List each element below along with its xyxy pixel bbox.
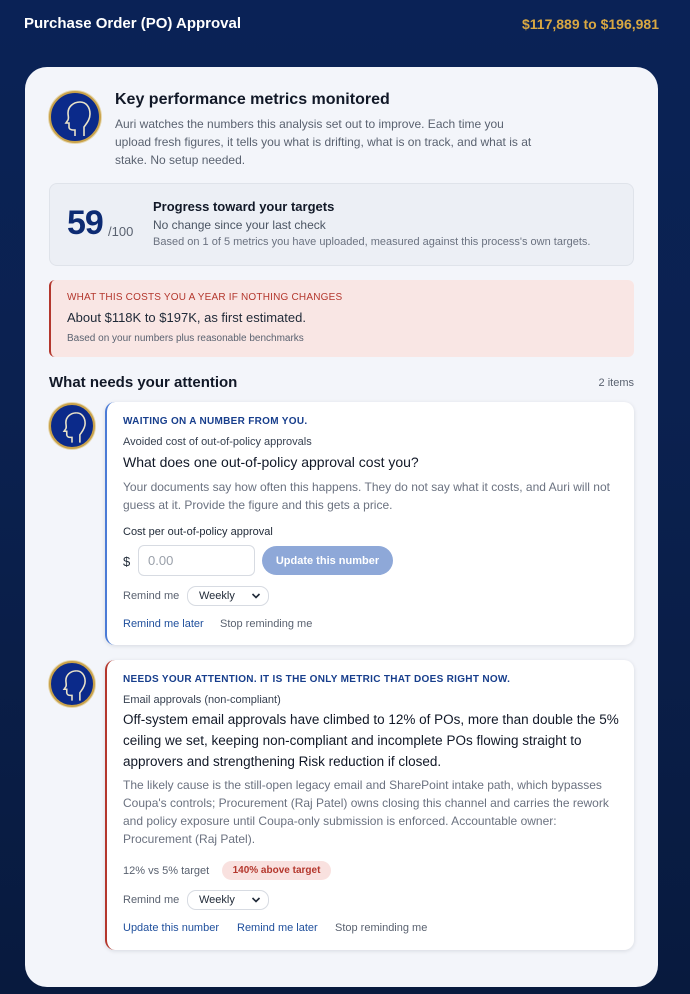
chevron-down-icon bbox=[251, 591, 261, 604]
card-body: The likely cause is the still-open legacy email and SharePoint intake path, which bypasses Coupa's controls; Procurement (Raj Patel) owns closing this channel and carries the rework and policy exposure until Coupa-only submission is enforced. Accountable owner: Procurement (Raj Patel). bbox=[123, 778, 609, 846]
cost-field-label: Cost per out-of-policy approval bbox=[123, 526, 273, 538]
page-title: Purchase Order (PO) Approval bbox=[24, 15, 242, 32]
auri-profile-icon bbox=[49, 91, 101, 143]
attention-title: What needs your attention bbox=[49, 374, 238, 391]
card-metric: Avoided cost of out-of-policy approvals bbox=[123, 436, 312, 448]
progress-score-box bbox=[49, 183, 634, 266]
score-denominator: /100 bbox=[108, 224, 134, 239]
card-finding: Off-system email approvals have climbed to 12% of POs, more than double the 5% ceiling we set, keeping non-compliant and incomplete POs flowing straight to approvers and strengthening Risk reduction if closed. bbox=[123, 712, 619, 769]
target-comparison: 12% vs 5% target bbox=[123, 865, 210, 877]
score-change: No change since your last check bbox=[153, 218, 326, 232]
above-target-badge: 140% above target bbox=[222, 861, 331, 880]
attention-card-cost-input bbox=[105, 402, 634, 645]
annual-cost-box bbox=[49, 280, 634, 357]
cost-per-approval-input[interactable] bbox=[138, 545, 255, 576]
cost-label: WHAT THIS COSTS YOU A YEAR IF NOTHING CHANGES bbox=[67, 292, 343, 303]
remind-me-later-link[interactable]: Remind me later bbox=[123, 618, 204, 630]
card-question: What does one out-of-policy approval cost you? bbox=[123, 454, 419, 470]
top-bar bbox=[0, 0, 690, 50]
hero-title: Key performance metrics monitored bbox=[115, 91, 390, 108]
cost-note: Based on your numbers plus reasonable benchmarks bbox=[67, 333, 304, 344]
card-metric: Email approvals (non-compliant) bbox=[123, 694, 281, 706]
attention-count: 2 items bbox=[598, 377, 634, 389]
stop-reminding-link[interactable]: Stop reminding me bbox=[335, 922, 428, 934]
cost-range: $117,889 to $196,981 bbox=[521, 16, 659, 32]
remind-frequency-select[interactable] bbox=[187, 586, 269, 606]
remind-frequency-value: Weekly bbox=[199, 590, 235, 602]
card-body: Your documents say how often this happens. They do not say what it costs, and Auri will not guess at it. Provide the figure and this gets a price. bbox=[123, 480, 610, 512]
auri-profile-icon bbox=[49, 661, 95, 707]
remind-me-later-link[interactable]: Remind me later bbox=[237, 922, 318, 934]
update-number-button[interactable]: Update this number bbox=[262, 546, 393, 575]
card-status: NEEDS YOUR ATTENTION. IT IS THE ONLY METRIC THAT DOES RIGHT NOW. bbox=[123, 674, 511, 685]
remind-frequency-value: Weekly bbox=[199, 894, 235, 906]
auri-profile-icon bbox=[49, 403, 95, 449]
attention-card-email-approvals bbox=[105, 660, 634, 950]
cost-value: About $118K to $197K, as first estimated. bbox=[67, 310, 306, 325]
score-basis: Based on 1 of 5 metrics you have uploaded, measured against this process's own targets. bbox=[153, 236, 591, 248]
metrics-panel bbox=[25, 67, 658, 987]
remind-label: Remind me bbox=[123, 894, 180, 906]
chevron-down-icon bbox=[251, 895, 261, 908]
score-value: 59 bbox=[67, 204, 103, 242]
hero-description: Auri watches the numbers this analysis set out to improve. Each time you upload fresh figures, it tells you what is drifting, what is on track, and what is at stake. No setup needed. bbox=[115, 117, 532, 167]
score-heading: Progress toward your targets bbox=[153, 199, 335, 214]
update-number-link[interactable]: Update this number bbox=[123, 922, 219, 934]
stop-reminding-link[interactable]: Stop reminding me bbox=[220, 618, 313, 630]
currency-symbol: $ bbox=[123, 554, 131, 569]
card-status: WAITING ON A NUMBER FROM YOU. bbox=[123, 416, 308, 427]
remind-frequency-select[interactable] bbox=[187, 890, 269, 910]
remind-label: Remind me bbox=[123, 590, 180, 602]
